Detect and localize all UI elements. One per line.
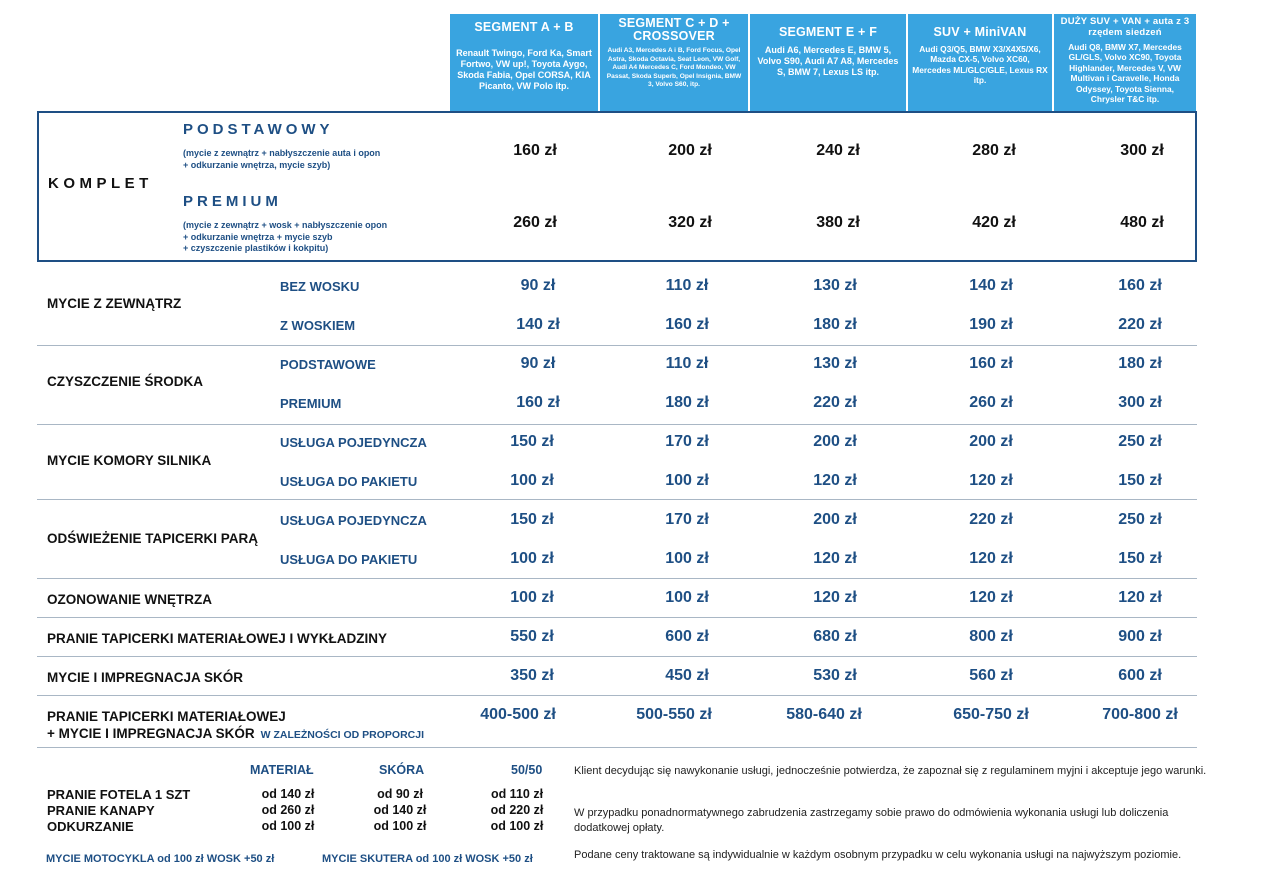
segment-cars: Audi A6, Mercedes E, BMW 5, Volvo S90, Audi A7 A8, Mercedes S, BMW 7, Lexus LS itp. bbox=[757, 45, 899, 77]
combo-service-line2 bbox=[47, 726, 424, 741]
price-cell: 100 zł bbox=[665, 550, 709, 567]
price-cell: 110 zł bbox=[665, 355, 709, 372]
extras-header-material: MATERIAŁ bbox=[250, 763, 314, 777]
price-cell: 350 zł bbox=[510, 667, 554, 684]
extras-value: od 260 zł bbox=[261, 803, 315, 817]
price-cell: 550 zł bbox=[510, 628, 554, 645]
service-option: USŁUGA DO PAKIETU bbox=[280, 474, 418, 489]
price-cell: 200 zł bbox=[813, 511, 857, 528]
price-cell: 220 zł bbox=[1118, 316, 1162, 333]
price-cell: 90 zł bbox=[520, 277, 556, 294]
row-divider bbox=[37, 424, 1197, 425]
price-cell: 200 zł bbox=[668, 142, 712, 159]
komplet-label: KOMPLET bbox=[48, 175, 153, 192]
price-cell: 900 zł bbox=[1118, 628, 1162, 645]
terms-individual: Podane ceny traktowane są indywidualnie w każdym osobnym przypadku w celu wykonania usługi na najwyższym poziomie. bbox=[574, 849, 1182, 861]
price-cell: 320 zł bbox=[668, 214, 712, 231]
price-cell: 140 zł bbox=[516, 316, 560, 333]
terms-acceptance: Klient decydując się nawykonanie usługi, jednocześnie potwierdza, że zapoznał się z regulaminem myjni i akceptuje jego warunki. bbox=[574, 765, 1207, 777]
price-cell: 190 zł bbox=[969, 316, 1013, 333]
price-cell: 650-750 zł bbox=[953, 706, 1029, 723]
terms-dirt: W przypadku ponadnormatywnego zabrudzenia zastrzegamy sobie prawo do odmówienia wykonania usługi lub doliczenia dodatkowej opłaty. bbox=[574, 807, 1169, 834]
service-name: OZONOWANIE WNĘTRZA bbox=[47, 592, 212, 607]
price-cell: 680 zł bbox=[813, 628, 857, 645]
price-cell: 120 zł bbox=[969, 472, 1013, 489]
segment-title: DUŻY SUV + VAN + auta z 3 rzędem siedzeń bbox=[1060, 16, 1190, 38]
extras-value: od 140 zł bbox=[261, 787, 315, 801]
price-cell: 400-500 zł bbox=[480, 706, 556, 723]
price-cell: 600 zł bbox=[665, 628, 709, 645]
segment-header-cd bbox=[600, 14, 748, 111]
extras-row-label: ODKURZANIE bbox=[47, 819, 134, 834]
segment-cars: Renault Twingo, Ford Ka, Smart Fortwo, VW up!, Toyota Aygo, Skoda Fabia, Opel CORSA, KIA Picanto, VW Polo itp. bbox=[456, 48, 592, 91]
price-cell: 420 zł bbox=[972, 214, 1016, 231]
price-cell: 100 zł bbox=[510, 472, 554, 489]
service-option: PREMIUM bbox=[280, 396, 342, 411]
service-option: USŁUGA POJEDYNCZA bbox=[280, 435, 427, 450]
segment-header-ef bbox=[750, 14, 906, 111]
extras-value: od 220 zł bbox=[490, 803, 544, 817]
price-cell: 700-800 zł bbox=[1102, 706, 1178, 723]
row-divider bbox=[37, 617, 1197, 618]
price-cell: 220 zł bbox=[969, 511, 1013, 528]
segment-header-van bbox=[1054, 14, 1196, 111]
price-cell: 260 zł bbox=[513, 214, 557, 231]
extras-header-leather: SKÓRA bbox=[379, 763, 425, 777]
price-cell: 90 zł bbox=[520, 355, 556, 372]
price-cell: 160 zł bbox=[969, 355, 1013, 372]
service-name: ODŚWIEŻENIE TAPICERKI PARĄ bbox=[47, 531, 259, 546]
extras-value: od 100 zł bbox=[373, 819, 427, 833]
price-cell: 180 zł bbox=[1118, 355, 1162, 372]
price-cell: 800 zł bbox=[969, 628, 1013, 645]
price-cell: 480 zł bbox=[1120, 214, 1164, 231]
price-cell: 100 zł bbox=[665, 472, 709, 489]
service-name: MYCIE KOMORY SILNIKA bbox=[47, 453, 212, 468]
price-cell: 160 zł bbox=[665, 316, 709, 333]
extras-value: od 100 zł bbox=[490, 819, 544, 833]
row-divider bbox=[37, 345, 1197, 346]
price-cell: 170 zł bbox=[665, 511, 709, 528]
package-name-premium: PREMIUM bbox=[183, 193, 282, 210]
row-divider bbox=[37, 499, 1197, 500]
price-cell: 600 zł bbox=[1118, 667, 1162, 684]
segment-title: SEGMENT C + D + CROSSOVER bbox=[618, 16, 730, 43]
row-divider bbox=[37, 578, 1197, 579]
package-desc-basic: (mycie z zewnątrz + nabłyszczenie auta i opon + odkurzanie wnętrza, mycie szyb) bbox=[183, 148, 381, 170]
segment-title: SUV + MiniVAN bbox=[933, 25, 1027, 39]
service-name: PRANIE TAPICERKI MATERIAŁOWEJ I WYKŁADZINY bbox=[47, 631, 387, 646]
service-name: MYCIE Z ZEWNĄTRZ bbox=[47, 296, 182, 311]
price-cell: 150 zł bbox=[510, 433, 554, 450]
extras-row-label: PRANIE FOTELA 1 SZT bbox=[47, 787, 191, 802]
combo-service-line1: PRANIE TAPICERKI MATERIAŁOWEJ bbox=[47, 709, 286, 724]
price-cell: 180 zł bbox=[665, 394, 709, 411]
extras-value: od 90 zł bbox=[377, 787, 423, 801]
price-cell: 120 zł bbox=[1118, 589, 1162, 606]
price-cell: 220 zł bbox=[813, 394, 857, 411]
price-cell: 240 zł bbox=[816, 142, 860, 159]
price-cell: 120 zł bbox=[813, 550, 857, 567]
extras-row-label: PRANIE KANAPY bbox=[47, 803, 155, 818]
price-cell: 180 zł bbox=[813, 316, 857, 333]
price-cell: 120 zł bbox=[813, 589, 857, 606]
package-name-basic: PODSTAWOWY bbox=[183, 121, 334, 138]
price-cell: 120 zł bbox=[813, 472, 857, 489]
price-cell: 150 zł bbox=[1118, 550, 1162, 567]
combo-service-line2-text: + MYCIE I IMPREGNACJA SKÓR bbox=[47, 726, 255, 741]
row-divider bbox=[37, 695, 1197, 696]
package-desc-premium: (mycie z zewnątrz + wosk + nabłyszczenie opon + odkurzanie wnętrza + mycie szyb + czyszczenie plastików i kokpitu) bbox=[183, 220, 388, 253]
service-name: CZYSZCZENIE ŚRODKA bbox=[47, 374, 204, 389]
price-cell: 170 zł bbox=[665, 433, 709, 450]
price-cell: 160 zł bbox=[1118, 277, 1162, 294]
price-cell: 450 zł bbox=[665, 667, 709, 684]
price-cell: 100 zł bbox=[665, 589, 709, 606]
price-cell: 260 zł bbox=[969, 394, 1013, 411]
price-cell: 120 zł bbox=[969, 550, 1013, 567]
price-cell: 500-550 zł bbox=[636, 706, 712, 723]
price-cell: 560 zł bbox=[969, 667, 1013, 684]
segment-cars: Audi A3, Mercedes A i B, Ford Focus, Opel Astra, Skoda Octavia, Seat Leon, VW Golf, Audi A4 Mercedes C, Ford Mondeo, VW Passat, Skoda Superb, Opel Insignia, BMW 3, Volvo S60, itp. bbox=[606, 47, 742, 89]
extras-value: od 100 zł bbox=[261, 819, 315, 833]
service-option: PODSTAWOWE bbox=[280, 357, 376, 372]
price-cell: 200 zł bbox=[969, 433, 1013, 450]
service-option: USŁUGA DO PAKIETU bbox=[280, 552, 418, 567]
price-cell: 250 zł bbox=[1118, 511, 1162, 528]
segment-cars: Audi Q3/Q5, BMW X3/X4X5/X6, Mazda CX-5, Volvo XC60, Mercedes ML/GLC/GLE, Lexus RX itp. bbox=[912, 44, 1048, 86]
price-cell: 280 zł bbox=[972, 142, 1016, 159]
extras-value: od 140 zł bbox=[373, 803, 427, 817]
price-cell: 160 zł bbox=[516, 394, 560, 411]
extras-header-mixed: 50/50 bbox=[511, 763, 543, 777]
price-cell: 100 zł bbox=[510, 550, 554, 567]
segment-title: SEGMENT E + F bbox=[778, 25, 878, 39]
price-cell: 580-640 zł bbox=[786, 706, 862, 723]
row-divider bbox=[37, 747, 1197, 748]
service-option: Z WOSKIEM bbox=[280, 318, 356, 333]
segment-cars: Audi Q8, BMW X7, Mercedes GL/GLS, Volvo XC90, Toyota Highlander, Mercedes V, VW Multivan i Caravelle, Honda Odyssey, Toyota Sienna, Chrysler T&C itp. bbox=[1068, 42, 1182, 105]
price-cell: 300 zł bbox=[1120, 142, 1164, 159]
price-cell: 130 zł bbox=[813, 355, 857, 372]
segment-header-suv bbox=[908, 14, 1052, 111]
price-cell: 100 zł bbox=[510, 589, 554, 606]
price-cell: 300 zł bbox=[1118, 394, 1162, 411]
combo-note: W ZALEŻNOŚCI OD PROPORCJI bbox=[260, 729, 424, 741]
service-name: MYCIE I IMPREGNACJA SKÓR bbox=[47, 670, 244, 685]
segment-header-ab bbox=[450, 14, 598, 111]
price-cell: 530 zł bbox=[813, 667, 857, 684]
service-option: USŁUGA POJEDYNCZA bbox=[280, 513, 427, 528]
scooter-wash: MYCIE SKUTERA od 100 zł WOSK +50 zł bbox=[322, 853, 533, 865]
extras-value: od 110 zł bbox=[490, 787, 544, 801]
row-divider bbox=[37, 656, 1197, 657]
price-cell: 380 zł bbox=[816, 214, 860, 231]
price-cell: 110 zł bbox=[665, 277, 709, 294]
price-cell: 200 zł bbox=[813, 433, 857, 450]
price-cell: 250 zł bbox=[1118, 433, 1162, 450]
price-cell: 130 zł bbox=[813, 277, 857, 294]
price-cell: 120 zł bbox=[969, 589, 1013, 606]
motorcycle-wash: MYCIE MOTOCYKLA od 100 zł WOSK +50 zł bbox=[46, 853, 275, 865]
price-cell: 140 zł bbox=[969, 277, 1013, 294]
price-cell: 150 zł bbox=[510, 511, 554, 528]
price-cell: 150 zł bbox=[1118, 472, 1162, 489]
price-cell: 160 zł bbox=[513, 142, 557, 159]
segment-title: SEGMENT A + B bbox=[474, 20, 574, 34]
service-option: BEZ WOSKU bbox=[280, 279, 360, 294]
